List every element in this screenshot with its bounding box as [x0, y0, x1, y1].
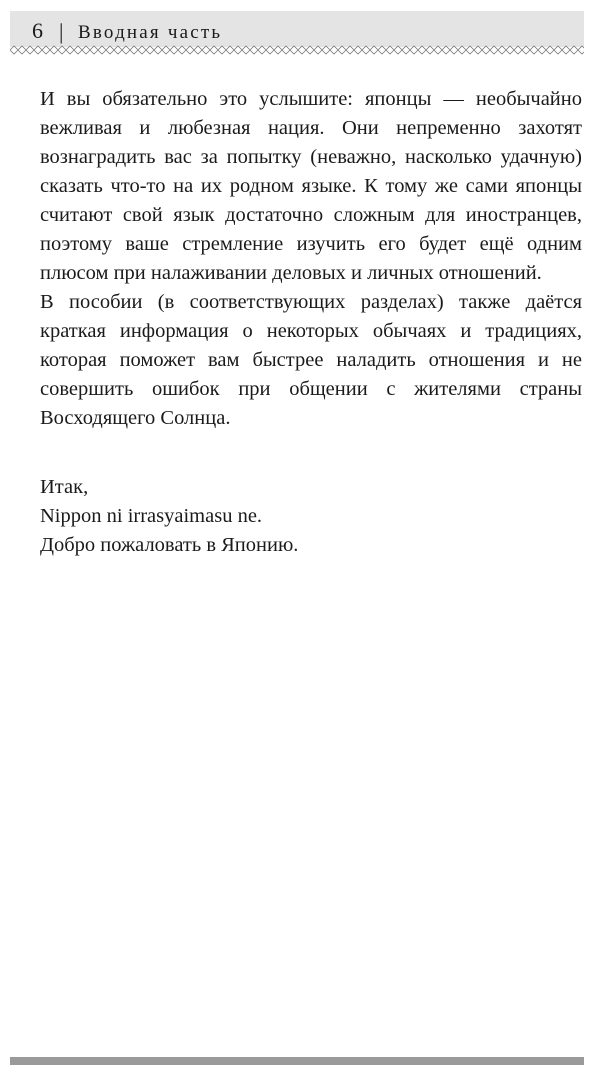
closing-block [40, 473, 582, 560]
paragraph: И вы обязательно это услышите: японцы — необычайно вежливая и любезная нация. Они непременно захотят вознаградить вас за попытку (неважно, насколько удачную) сказать что-то на их родном языке. К тому же сами японцы считают свой язык достаточно сложным для иностранцев, поэтому ваше стремление изучить его будет ещё одним плюсом при налаживании деловых и личных отношений. [40, 88, 582, 284]
page-number: 6 [32, 18, 43, 43]
footer-rule [10, 1057, 584, 1065]
page-body [40, 85, 582, 560]
header-divider: | [59, 19, 64, 44]
closing-line: Итак, [40, 476, 89, 498]
paragraph: В пособии (в соответствующих разделах) также даётся краткая информация о некоторых обычаях и традициях, которая поможет вам быстрее наладить отношения и не совершить ошибок при общении с жителями страны Восходящего Солнца. [40, 291, 582, 429]
decorative-zigzag-border [10, 45, 584, 55]
running-header-title: Вводная часть [78, 22, 223, 43]
closing-line: Nippon ni irrasyaimasu ne. [40, 505, 263, 527]
closing-line: Добро пожаловать в Японию. [40, 534, 299, 556]
